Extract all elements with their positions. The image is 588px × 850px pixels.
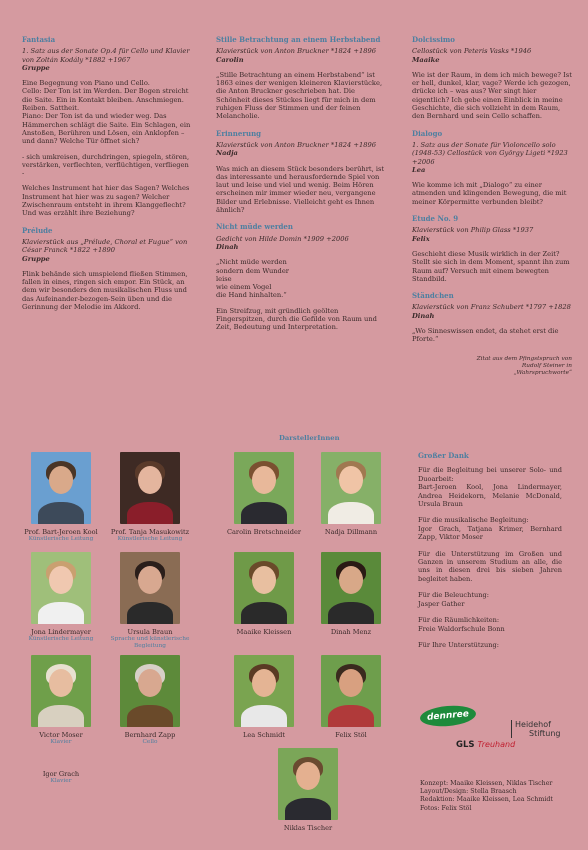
program-item-performer: Nadja: [216, 149, 238, 158]
program-item-text: Geschieht diese Musik wirklich in der Zeit? Stellt sie sich in dem Moment, spannt ihn zum Raum auf? Versuch mit einem bewegten Standbild.: [412, 249, 570, 283]
program-item-composer: Klavierstück von Anton Bruckner *1824 +1896: [216, 140, 376, 149]
performer-photo: [31, 552, 91, 624]
performer-name: Jona Lindermayer: [31, 628, 91, 636]
thanks-paragraph: Für die Räumlichkeiten: Freie Waldorfschule Bonn: [418, 616, 505, 633]
quote-source: Zitat aus dem Pfingstspruch von Rudolf Steiner in „Wahrspruchworte“: [476, 356, 572, 376]
program-item: [22, 227, 192, 312]
program-item-text: Flink behände sich umspielend fließen Stimmen, fallen in eines, ringen sich empor. Ein Stück, an dem wir besonders den musikalischen Fluss und das Aufeinander-bezogen-Sein üben und die Gerinnung der Melodie im Akkord.: [22, 269, 188, 312]
credits: [420, 780, 553, 813]
program-item-text: - sich umkreisen, durchdringen, spiegeln, stören, verstärken, verflechten, verflüchtigen, verfliegen -: [22, 152, 190, 178]
performer-card: [296, 552, 406, 636]
performer-name: Niklas Tischer: [283, 824, 333, 832]
program-item: [412, 36, 572, 121]
performer-photo: [31, 655, 91, 727]
program-item-text: Ein Streifzug, mit gründlich geölten Fingerspitzen, durch die Gefilde von Raum und Zeit, Bedeutung und Interpretation.: [216, 306, 377, 332]
credit-line: Konzept: Maaike Kleissen, Niklas Tischer: [420, 780, 553, 787]
program-item-composer: Klavierstück von Anton Bruckner *1824 +1896: [216, 47, 376, 56]
performer-card: [95, 452, 205, 543]
performer-role: Klavier: [50, 739, 72, 745]
program-item-composer: Klavierstück aus „Prélude, Choral et Fugue“ von César Franck *1822 +1890: [22, 237, 188, 255]
thanks-section: [418, 452, 562, 657]
performer-name: Dinah Menz: [330, 628, 372, 636]
performers-heading: DarstellerInnen: [279, 434, 340, 442]
performer-role: Künstlerische Leitung: [28, 636, 94, 642]
gls-logo-text: GLS: [456, 740, 475, 750]
performer-photo: [31, 452, 91, 524]
program-item-title: Nicht müde werden: [216, 222, 293, 232]
performer-name: Ursula Braun: [127, 628, 173, 636]
program-item-performer: Gruppe: [22, 254, 50, 263]
program-column-3: [412, 36, 572, 353]
heidehof-logo-line1: Heidehof: [515, 720, 551, 729]
program-item-text: „Nicht müde werden sondern dem Wunder leise wie einem Vogel die Hand hinhalten.“: [216, 258, 289, 300]
program-item-composer: Cellostück von Peteris Vasks *1946: [412, 47, 532, 56]
performer-role: Cello: [142, 739, 158, 745]
program-item-text: „Stille Betrachtung an einem Herbstabend“ ist 1863 eines der wenigen kleineren Klavierstücke, die Anton Bruckner geschrieben hat. Die Schönheit dieses Stückes liegt für mich in dem ruhigen Fluss der Stimmen und der feinen Melancholie.: [216, 70, 383, 121]
performer-name: Nadja Dillmann: [324, 528, 378, 536]
performer-name: Prof. Bart-Jeroen Kool: [24, 528, 98, 536]
program-item-text: Wie ist der Raum, in dem ich mich bewege? Ist er hell, dunkel, klar, vage? Werde ich gezogen, drücke ich – was aus? Wer singt hier eigentlich? Ich gebe einen Einblick in meine Geschichte, die sich vollzieht in dem Raum, den Bernhard und sein Cello schaffen.: [412, 70, 572, 121]
program-item-title: Dialogo: [412, 128, 443, 138]
program-item-text: Eine Begegnung von Piano und Cello. Cello: Der Ton ist im Werden. Der Bogen streicht die Saite. Ein in Kontakt bleiben. Anschmiegen. Reiben. Sattheit. Piano: Der Ton ist da und wieder weg. Das Hämmerchen schlägt die Saite. Ein Schlagen, ein Anstoßen, Berühren und Lösen, ein Anklopfen – und dann? Welche Tür öffnet sich?: [22, 79, 191, 146]
performer-name: Felix Stöl: [335, 731, 367, 739]
heidehof-logo-line2: Stiftung: [529, 729, 561, 738]
credit-line: Fotos: Felix Stöl: [420, 804, 472, 812]
program-item-title: Stille Betrachtung an einem Herbstabend: [216, 35, 381, 44]
program-item-composer: Klavierstück von Franz Schubert *1797 +1828: [412, 303, 571, 312]
thanks-paragraph: Für die Beleuchtung: Jasper Gather: [418, 591, 489, 608]
thanks-paragraph: Für die Unterstützung im Großen und Ganzen in unserem Studium an alle, die uns in diesen drei bis sieben Jahren begleitet haben.: [418, 549, 562, 583]
program-item-title: Etude No. 9: [412, 214, 459, 224]
performer-photo: [321, 552, 381, 624]
performer-card: [95, 655, 205, 746]
performer-photo: [120, 452, 180, 524]
program-item-performer: Gruppe: [22, 63, 50, 72]
performer-photo: [321, 655, 381, 727]
program-item-title: Erinnerung: [216, 128, 262, 138]
program-item-composer: Klavierstück von Philip Glass *1937: [412, 226, 534, 235]
performer-card: [95, 552, 205, 650]
program-item-composer: 1. Satz aus der Sonate für Violoncello solo (1948-53) Cellostück von György Ligeti *1923 +2006: [412, 140, 568, 166]
program-item-title: Ständchen: [412, 291, 454, 301]
performer-card: [296, 452, 406, 536]
performer-name: Igor Grach: [42, 770, 80, 778]
performer-role: Künstlerische Leitung: [117, 536, 183, 542]
program-item: [412, 130, 572, 206]
program-item-title: Fantasia: [22, 35, 56, 44]
performer-name: Prof. Tanja Masukowitz: [110, 528, 190, 536]
credit-line: Layout/Design: Stella Braasch: [420, 788, 517, 796]
gls-logo-script: Treuhand: [477, 740, 516, 749]
performer-card: [6, 766, 116, 785]
credit-line: Redaktion: Maaike Kleissen, Lea Schmidt: [420, 796, 553, 804]
performer-role: Sprache und künstlerische Begleitung: [110, 636, 190, 649]
program-item: [216, 36, 386, 121]
program-column-2: [216, 36, 386, 341]
program-item-title: Dolcissimo: [412, 35, 455, 44]
thanks-paragraph: Für die Begleitung bei unserer Solo- und Duoarbeit: Bart-Jeroen Kool, Jona Lindermayer, Andrea Heidekorn, Melanie McDonald, Ursula Braun: [418, 466, 562, 509]
performer-name: Victor Moser: [39, 731, 83, 739]
performer-name: Carolin Bretschneider: [226, 528, 302, 536]
program-item: [412, 292, 572, 343]
program-item: [216, 223, 386, 331]
program-item-title: Prélude: [22, 225, 53, 235]
program-item: [216, 130, 386, 215]
program-item-performer: Maaike: [412, 55, 440, 64]
performer-role: Klavier: [50, 778, 72, 784]
program-item-performer: Lea: [412, 165, 426, 174]
performer-card: [296, 655, 406, 739]
performer-role: Künstlerische Leitung: [28, 536, 94, 542]
performer-photo: [321, 452, 381, 524]
program-item-text: Wie komme ich mit „Dialogo“ zu einer atmenden und klingenden Bewegung, die mit meiner Körpermitte verbunden bleibt?: [412, 181, 567, 206]
performer-photo: [234, 452, 294, 524]
thanks-heading: Großer Dank: [418, 451, 469, 460]
performer-photo: [234, 552, 294, 624]
program-item-performer: Dinah: [216, 242, 239, 251]
program-column-1: [22, 36, 192, 320]
thanks-paragraph: Für die musikalische Begleitung: Igor Grach, Tatjana Krimer, Bernhard Zapp, Viktor Moser: [418, 516, 562, 542]
program-item-composer: 1. Satz aus der Sonate Op.4 für Cello und Klavier von Zoltán Kodály *1882 +1967: [22, 47, 190, 64]
program-item-text: Welches Instrument hat hier das Sagen? Welches Instrument hat hier was zu sagen? Welcher Zwischenraum entsteht in ihrem Klanggeflecht? Und was erzählt ihre Beziehung?: [22, 184, 190, 218]
thanks-paragraph: Für Ihre Unterstützung:: [418, 640, 499, 649]
gls-logo: [456, 740, 515, 750]
dennree-logo: dennree: [419, 704, 477, 729]
performer-photo: [120, 655, 180, 727]
program-item: [412, 215, 572, 283]
performer-photo: [234, 655, 294, 727]
performer-card: [253, 748, 363, 832]
performer-name: Lea Schmidt: [243, 731, 285, 739]
program-item-performer: Dinah: [412, 311, 435, 320]
program-item-text: „Wo Sinneswissen endet, da stehet erst die Pforte.“: [412, 327, 559, 344]
program-item-text: Was mich an diesem Stück besonders berührt, ist das interessante und herausfordernde Spiel von laut und leise und viel und wenig. Beim Hören erscheinen mir immer wieder neu, vergangene Bilder und Erlebnisse. Vielleicht geht es Ihnen ähnlich?: [216, 164, 385, 215]
performer-photo: [120, 552, 180, 624]
performer-name: Bernhard Zapp: [124, 731, 176, 739]
program-item-performer: Felix: [412, 234, 430, 243]
performer-photo: [278, 748, 338, 820]
program-item-composer: Gedicht von Hilde Domin *1909 +2006: [216, 234, 349, 243]
performer-name: Maaike Kleissen: [236, 628, 292, 636]
heidehof-logo: [511, 720, 560, 738]
program-item: [22, 36, 192, 218]
program-item-performer: Carolin: [216, 55, 244, 64]
